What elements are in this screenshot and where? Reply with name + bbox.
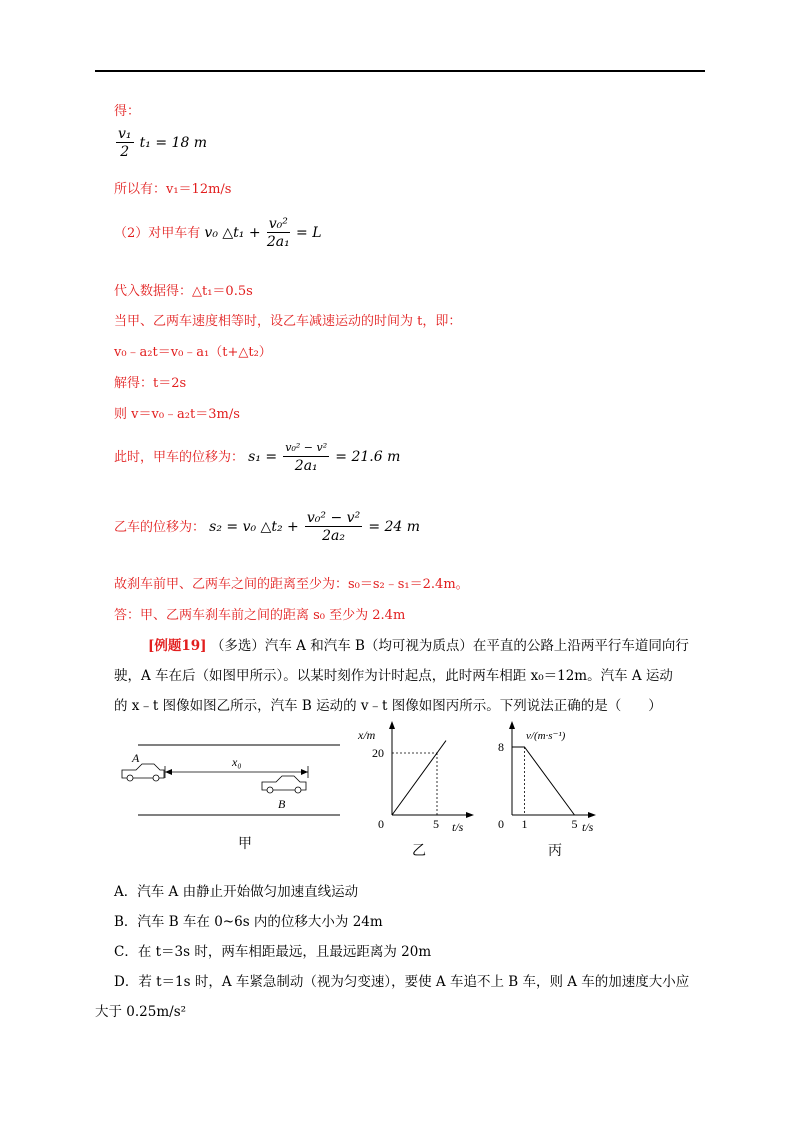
figure-yi xyxy=(350,715,480,860)
option-d-line-1: D．若 t＝1s 时，A 车紧急制动（视为匀变速），要使 A 车追不上 B 车，则 A 车的加速度大小应 xyxy=(114,974,690,990)
x-tick-label: 5 xyxy=(433,817,439,831)
option-d-line-2: 大于 0.25m/s² xyxy=(95,1004,187,1020)
caption-jia: 甲 xyxy=(238,837,252,852)
caption-bing: 丙 xyxy=(548,844,562,859)
sol-line-9: 则 v＝v₀﹣a₂t＝3m/s xyxy=(114,407,240,422)
x-axis-label: t/s xyxy=(582,820,594,834)
sol-line-1: 得： xyxy=(114,104,141,119)
question-line-1: [例题19] （多选）汽车 A 和汽车 B（均可视为质点）在平直的公路上沿两平行车道同向行 xyxy=(148,638,689,654)
eq-4-row: 乙车的位移为： s₂ = v₀ △t₂ + $\frac{\text{v₀² − v²}}{\text{2a₂}}$ = 24 m xyxy=(114,510,421,544)
header-rule xyxy=(95,70,705,72)
figure-jia xyxy=(110,730,350,860)
eq-2-row: （2）对甲车有 v₀ △t₁ + $\frac{\text{v₀²}}{\text{2a₁}}$ = L xyxy=(114,216,322,250)
y-tick-label: 8 xyxy=(498,740,504,754)
x-axis-label: t/s xyxy=(452,820,464,834)
caption-yi: 乙 xyxy=(412,844,426,859)
eq-3-row: 此时，甲车的位移为： s₁ = $\frac{\text{v₀² − v²}}{\text{2a₁}}$ = 21.6 m xyxy=(114,441,401,474)
option-c: C．在 t＝3s 时，两车相距最远，且最远距离为 20m xyxy=(114,944,432,960)
sol-line-13: 答：甲、乙两车刹车前之间的距离 s₀ 至少为 2.4m xyxy=(114,608,406,623)
sol-line-6: 当甲、乙两车速度相等时，设乙车减速运动的时间为 t，即： xyxy=(114,314,462,329)
series-line xyxy=(512,747,575,815)
sol-line-7: v₀﹣a₂t＝v₀﹣a₁（t+△t₂） xyxy=(114,345,272,360)
y-axis-label: x/m xyxy=(358,728,376,742)
option-b: B．汽车 B 车在 0~6s 内的位移大小为 24m xyxy=(114,914,383,930)
sol-line-3: 所以有：v₁＝12m/s xyxy=(114,182,232,197)
figure-bing xyxy=(490,715,620,860)
series-line xyxy=(392,741,446,815)
car-b-icon xyxy=(262,776,306,793)
option-a: A．汽车 A 由静止开始做匀加速直线运动 xyxy=(114,884,359,900)
sol-line-5: 代入数据得：△t₁＝0.5s xyxy=(114,284,253,299)
x-tick-label: 5 xyxy=(571,817,578,831)
question-tag: [例题19] xyxy=(148,638,207,654)
sol-line-8: 解得：t＝2s xyxy=(114,376,187,391)
question-line-3: 的 x﹣t 图像如图乙所示，汽车 B 运动的 v﹣t 图像如图丙所示。下列说法正确的是（ ） xyxy=(114,698,662,714)
eq-1: $\frac{\text{v₁}}{2}$ t₁ = 18 m xyxy=(118,126,208,160)
origin-label: 0 xyxy=(498,817,504,831)
question-line-2: 驶，A 车在后（如图甲所示）。以某时刻作为计时起点，此时两车相距 x₀＝12m。汽车 A 运动 xyxy=(114,668,673,684)
x-tick-label: 1 xyxy=(521,817,528,831)
car-b-label: B xyxy=(278,797,286,811)
arrow-left-icon xyxy=(165,769,172,775)
y-tick-label: 20 xyxy=(372,746,384,760)
car-a-icon xyxy=(122,764,164,781)
origin-label: 0 xyxy=(378,817,384,831)
sol-line-12: 故刹车前甲、乙两车之间的距离至少为：s₀＝s₂﹣s₁＝2.4m。 xyxy=(114,577,469,592)
arrow-right-icon xyxy=(301,769,308,775)
distance-label: x₀ xyxy=(232,755,242,769)
y-axis-label: v/(m·s⁻¹) xyxy=(526,730,566,742)
car-a-label: A xyxy=(132,751,140,765)
